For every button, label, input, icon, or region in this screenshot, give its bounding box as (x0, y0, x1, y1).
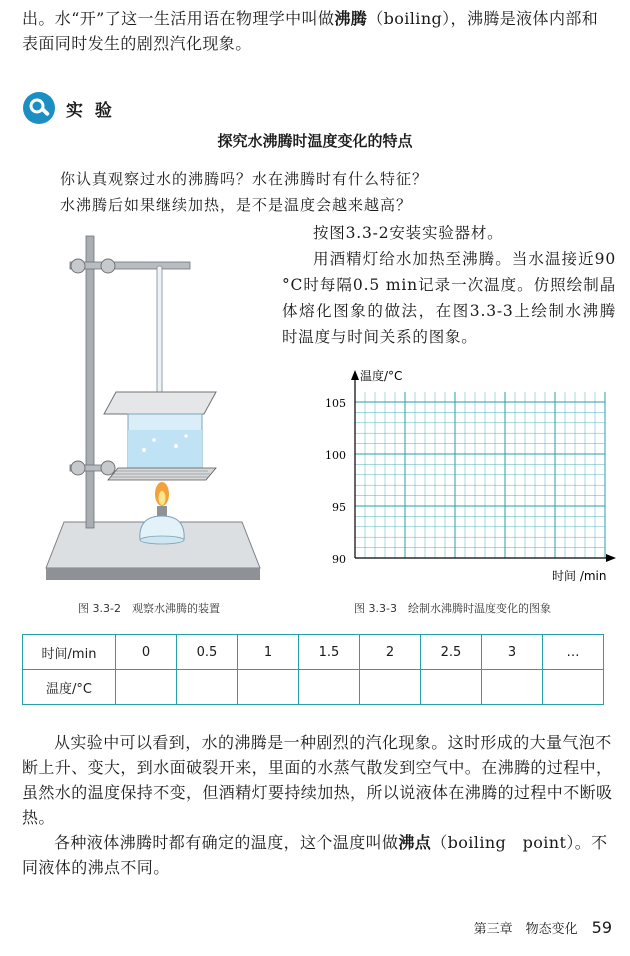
table-cell: 3 (482, 635, 543, 670)
table-cell: 2 (360, 635, 421, 670)
body-p2-text-2: （boiling point）。不同液体的沸点不同。 (22, 833, 608, 877)
y-tick-95: 95 (332, 501, 346, 514)
body-text (22, 730, 614, 880)
body-p2-text-1: 各种液体沸腾时都有确定的温度，这个温度叫做 (54, 833, 399, 852)
body-paragraph-1: 从实验中可以看到，水的沸腾是一种剧烈的汽化现象。这时形成的大量气泡不断上升、变大，到水面破裂开来，里面的水蒸气散发到空气中。在沸腾的过程中，虽然水的温度保持不变，但酒精灯要持续加热，所以说液体在沸腾的过程中不断吸热。 (22, 733, 613, 827)
table-cell-empty (177, 670, 238, 705)
question-1: 你认真观察过水的沸腾吗？水在沸腾时有什么特征？ (60, 170, 429, 188)
page-number: 59 (591, 918, 612, 937)
table-row-time (23, 635, 604, 670)
table-cell-empty (238, 670, 299, 705)
x-axis-arrow-icon (606, 554, 616, 562)
figure-left-caption: 图 3.3-2 观察水沸腾的装置 (78, 602, 220, 615)
experiment-steps (282, 220, 616, 350)
y-tick-100: 100 (325, 449, 346, 462)
body-paragraph-2 (22, 830, 614, 880)
chapter-title: 第三章 物态变化 (473, 922, 578, 937)
table-cell-empty (116, 670, 177, 705)
question-2: 水沸腾后如果继续加热，是不是温度会越来越高？ (60, 196, 413, 214)
keyword-boiling-point: 沸点 (398, 833, 432, 852)
table-cell: 2.5 (421, 635, 482, 670)
data-table (22, 634, 604, 705)
page-footer (474, 918, 612, 937)
table-cell-empty (482, 670, 543, 705)
step-2: 用酒精灯给水加热至沸腾。当水温接近90 °C时每隔0.5 min记录一次温度。仿照绘制晶体熔化图象的做法，在图3.3-3上绘制水沸腾时温度与时间关系的图象。 (282, 250, 616, 346)
step-1: 按图3.3-2安装实验器材。 (313, 224, 504, 242)
experiment-title: 探究水沸腾时温度变化的特点 (217, 132, 413, 150)
boiling-apparatus-figure (20, 222, 285, 594)
magnifier-icon (22, 91, 56, 125)
table-cell-empty (421, 670, 482, 705)
experiment-header (22, 90, 115, 126)
table-header-temperature: 温度/°C (23, 670, 116, 705)
intro-text-2: （boiling），沸腾是液体内部和表面同时发生的剧烈汽化现象。 (22, 9, 599, 53)
x-axis-label: 时间 /min (552, 569, 607, 583)
y-axis-arrow-icon (351, 370, 359, 380)
intro-text-1: 出。水“开”了这一生活用语在物理学中叫做 (22, 9, 335, 28)
table-cell-empty (299, 670, 360, 705)
graph-grid (355, 392, 605, 558)
table-header-time: 时间/min (23, 635, 116, 670)
table-cell: 1 (238, 635, 299, 670)
table-cell-empty (543, 670, 604, 705)
temperature-time-graph (320, 368, 620, 588)
experiment-label: 实 验 (66, 100, 115, 121)
y-axis-label: 温度/°C (360, 369, 403, 383)
table-row-temperature (23, 670, 604, 705)
table-cell: 0.5 (177, 635, 238, 670)
intro-paragraph (22, 6, 612, 56)
table-cell: 1.5 (299, 635, 360, 670)
y-tick-90: 90 (332, 553, 346, 566)
table-cell: 0 (116, 635, 177, 670)
table-cell: … (543, 635, 604, 670)
y-tick-105: 105 (325, 397, 346, 410)
figure-right-caption: 图 3.3-3 绘制水沸腾时温度变化的图象 (354, 602, 551, 615)
table-cell-empty (360, 670, 421, 705)
keyword-boiling: 沸腾 (334, 9, 368, 28)
